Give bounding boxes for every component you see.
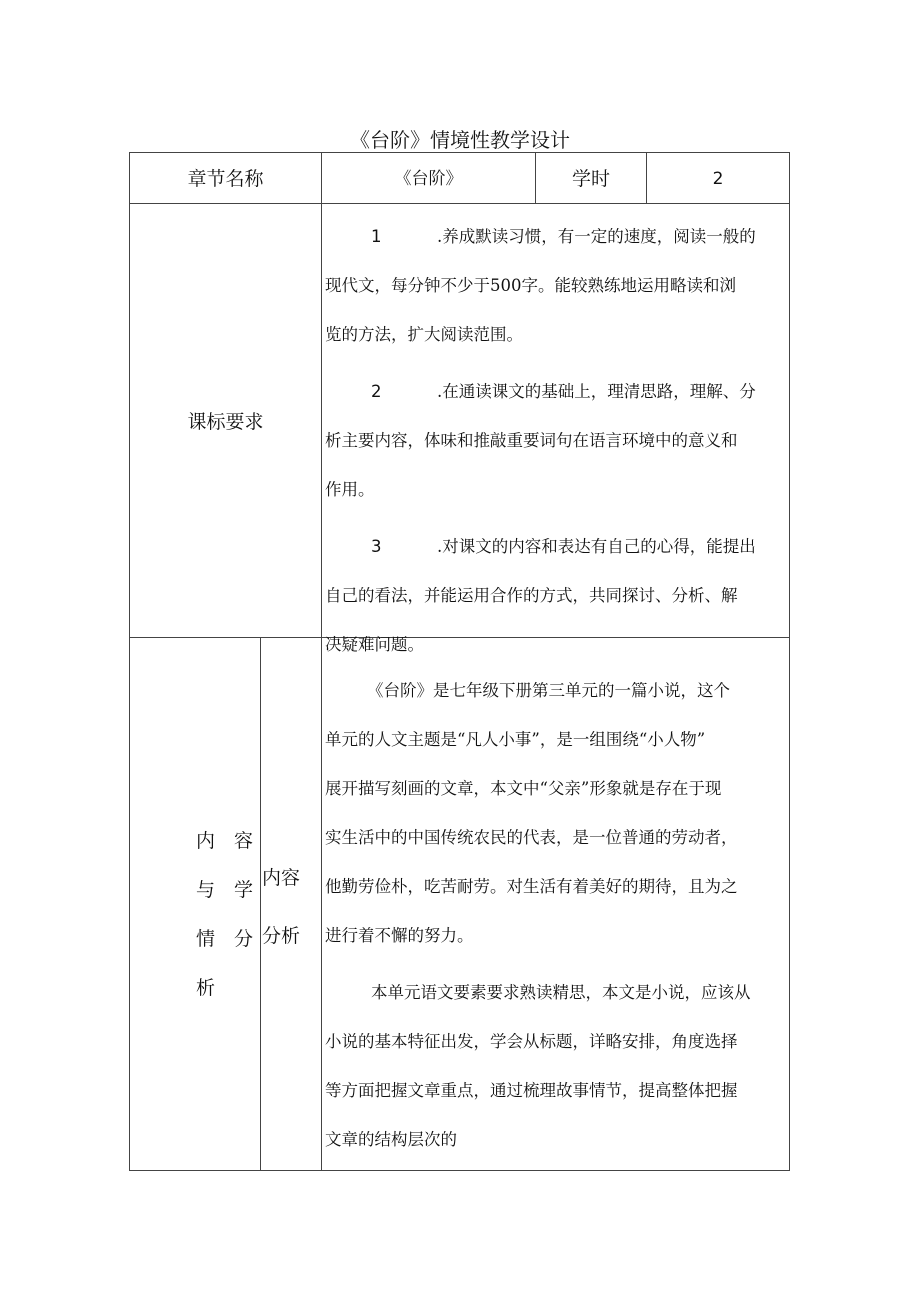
standards-item-3-line-3: 决疑难问题。 [325,635,424,654]
standards-item-3-line-1 [325,522,787,571]
analysis-p2-line-3: 等方面把握文章重点，通过梳理故事情节，提高整体把握 [325,1081,738,1100]
analysis-inner-label [262,854,322,961]
analysis-p2-line-1: 本单元语文要素要求熟读精思，本文是小说，应该从 [371,983,751,1002]
table-border-top [129,152,790,153]
row-divider-1 [129,203,790,204]
analysis-outer-label [196,817,266,1013]
table-border-right [789,152,790,1171]
analysis-p1-line-6: 进行着不懈的努力。 [325,926,474,945]
analysis-p2-line-2: 小说的基本特征出发，学会从标题，详略安排，角度选择 [325,1032,738,1051]
standards-content [325,212,787,669]
standards-item-1-number: 1 [371,227,382,246]
standards-item-2-text: .在通读课文的基础上，理清思路，理解、分 [437,382,756,401]
table-border-bottom [129,1170,790,1171]
column-divider-main [321,152,322,1171]
standards-item-2-number: 2 [371,382,382,401]
hours-value: 2 [712,169,724,189]
analysis-inner-label-line-2: 分析 [262,925,301,947]
analysis-content [325,666,787,1164]
standards-item-3-number: 3 [371,537,382,556]
standards-item-3-text: .对课文的内容和表达有自己的心得，能提出 [437,537,756,556]
analysis-p1-line-2: 单元的人文主题是“凡人小事”，是一组围绕“小人物” [325,730,706,749]
standards-item-1-text: .养成默读习惯，有一定的速度，阅读一般的 [437,227,756,246]
standards-item-2-line-2: 析主要内容，体味和推敲重要词句在语言环境中的意义和 [325,431,738,450]
standards-item-1-line-3: 览的方法，扩大阅读范围。 [325,325,523,344]
analysis-outer-label-line-3: 情 分 [196,928,254,950]
analysis-outer-label-line-2: 与 学 [196,879,254,901]
analysis-p1-line-3: 展开描写刻画的文章，本文中“父亲”形象就是存在于现 [325,779,722,798]
analysis-p1-line-1: 《台阶》是七年级下册第三单元的一篇小说，这个 [367,681,730,700]
standards-item-2-line-1 [325,367,787,416]
chapter-name-label: 章节名称 [187,168,264,190]
analysis-p2-line-4: 文章的结构层次的 [325,1130,457,1149]
standards-label: 课标要求 [187,411,264,433]
analysis-p1-line-4: 实生活中的中国传统农民的代表，是一位普通的劳动者， [325,828,738,847]
hours-label: 学时 [571,168,610,190]
analysis-outer-label-line-1: 内 容 [196,830,254,852]
standards-item-1-line-2: 现代文，每分钟不少于500字。能较熟练地运用略读和浏 [325,276,736,295]
table-border-left [129,152,130,1171]
analysis-p1-line-5: 他勤劳俭朴，吃苦耐劳。对生活有着美好的期待，且为之 [325,877,738,896]
analysis-outer-label-line-4: 析 [196,977,216,999]
standards-item-1-line-1 [325,212,787,261]
standards-item-3-line-2: 自己的看法，并能运用合作的方式，共同探讨、分析、解 [325,586,738,605]
chapter-name-value: 《台阶》 [394,169,463,189]
page-title: 《台阶》情境性教学设计 [350,128,570,152]
analysis-inner-label-line-1: 内容 [262,867,301,889]
standards-item-2-line-3: 作用。 [325,480,375,499]
